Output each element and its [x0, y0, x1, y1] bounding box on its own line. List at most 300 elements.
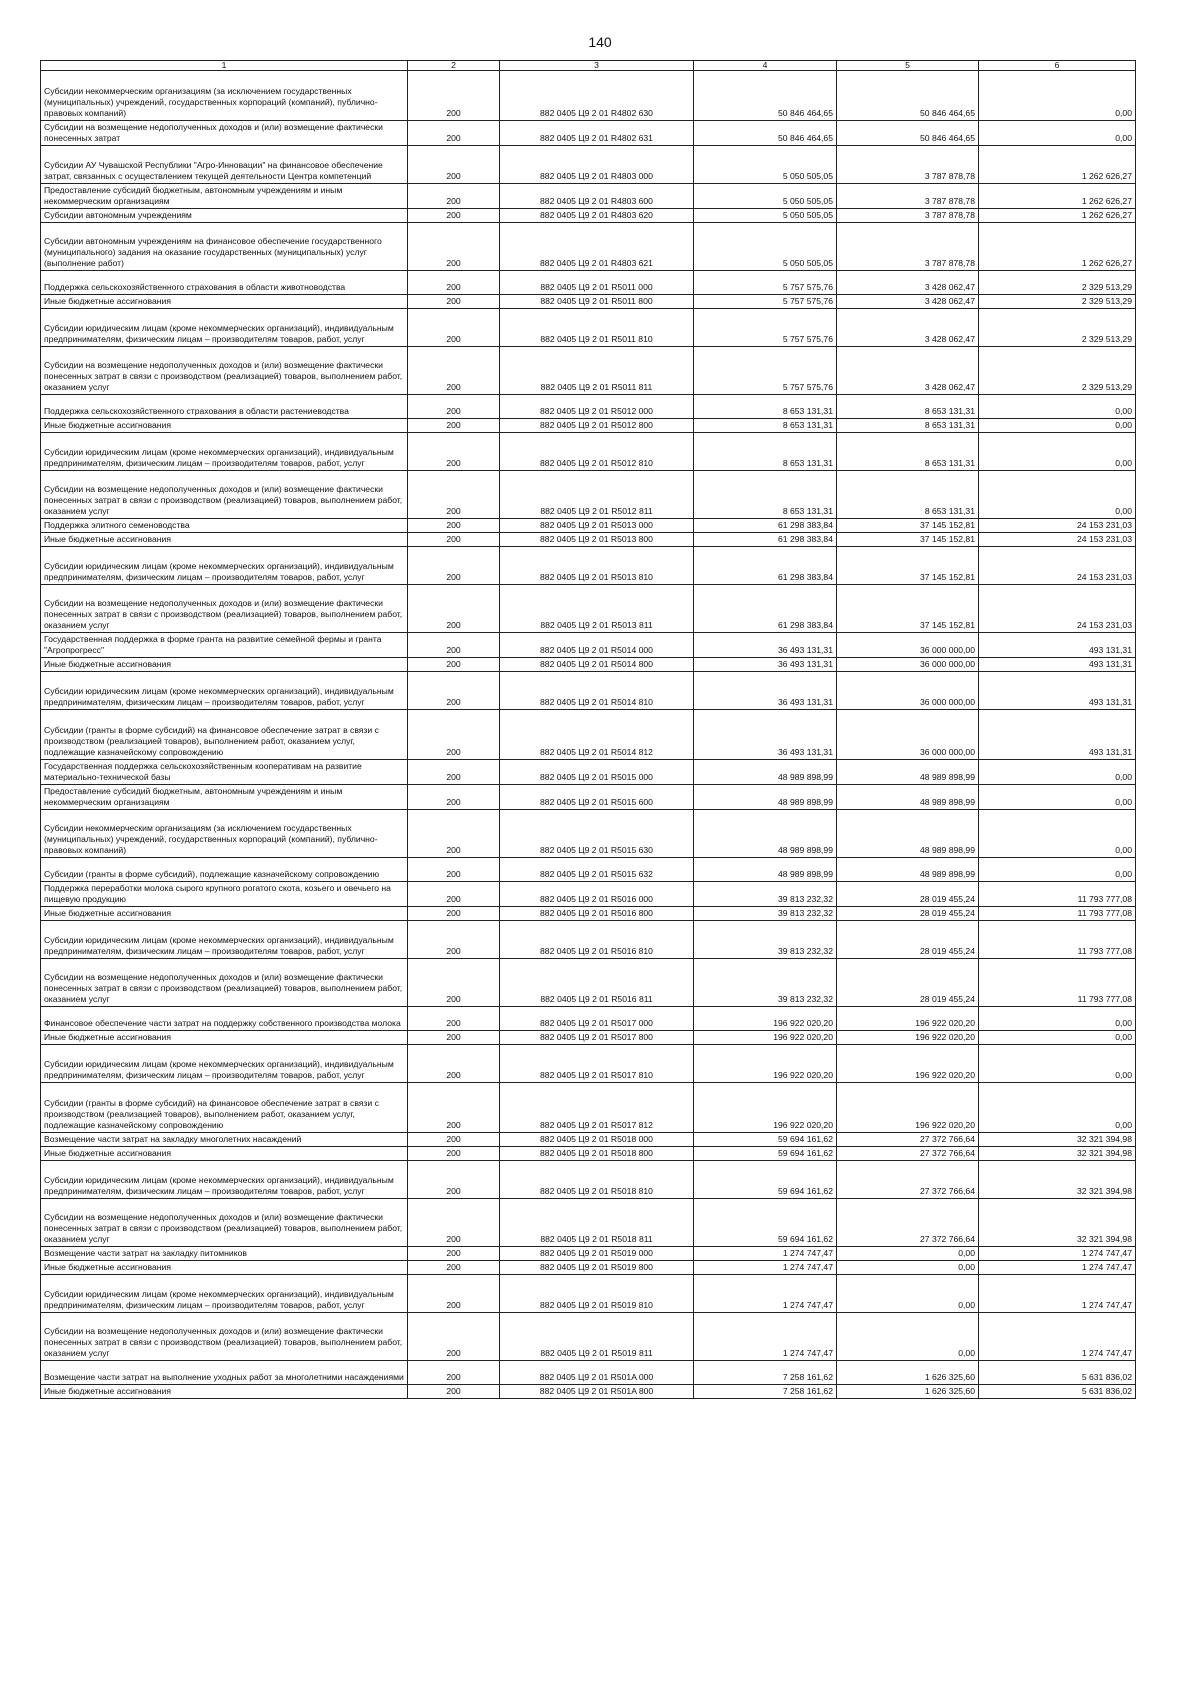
row-kind: 200	[408, 184, 500, 209]
table-row	[41, 1199, 1136, 1247]
row-code: 882 0405 Ц9 2 01 R5013 000	[500, 519, 694, 533]
row-kind: 200	[408, 785, 500, 810]
row-name: Субсидии на возмещение недополученных доходов и (или) возмещение фактически понесенных затрат в связи с производством (реализацией) товаров, выполнением работ, оказанием услуг	[41, 1313, 408, 1361]
column-number-row	[41, 61, 1136, 71]
row-kind: 200	[408, 295, 500, 309]
row-value-col5: 36 000 000,00	[837, 710, 979, 760]
row-value-col4: 48 989 898,99	[694, 810, 837, 858]
row-kind: 200	[408, 1045, 500, 1083]
row-value-col5: 48 989 898,99	[837, 858, 979, 882]
table-row	[41, 672, 1136, 710]
row-value-col5: 196 922 020,20	[837, 1083, 979, 1133]
row-name: Субсидии некоммерческим организациям (за исключением государственных (муниципальных) учреждений, государственных корпораций (компаний), публично-правовых компаний)	[41, 810, 408, 858]
row-kind: 200	[408, 760, 500, 785]
row-code: 882 0405 Ц9 2 01 R5018 800	[500, 1147, 694, 1161]
row-value-col6: 0,00	[979, 471, 1136, 519]
row-value-col4: 39 813 232,32	[694, 959, 837, 1007]
row-value-col6: 0,00	[979, 810, 1136, 858]
row-code: 882 0405 Ц9 2 01 R5019 810	[500, 1275, 694, 1313]
row-value-col5: 3 428 062,47	[837, 271, 979, 295]
row-value-col5: 28 019 455,24	[837, 959, 979, 1007]
row-value-col6: 0,00	[979, 395, 1136, 419]
table-row	[41, 519, 1136, 533]
row-name: Возмещение части затрат на закладку многолетних насаждений	[41, 1133, 408, 1147]
row-value-col5: 3 787 878,78	[837, 209, 979, 223]
table-row	[41, 1361, 1136, 1385]
row-value-col5: 37 145 152,81	[837, 533, 979, 547]
row-value-col6: 32 321 394,98	[979, 1133, 1136, 1147]
row-name: Субсидии на возмещение недополученных доходов и (или) возмещение фактически понесенных затрат	[41, 121, 408, 146]
row-kind: 200	[408, 959, 500, 1007]
row-code: 882 0405 Ц9 2 01 R5019 811	[500, 1313, 694, 1361]
row-name: Иные бюджетные ассигнования	[41, 1385, 408, 1399]
row-name: Субсидии юридическим лицам (кроме некоммерческих организаций), индивидуальным предпринимателям, физическим лицам – производителям товаров, работ, услуг	[41, 1161, 408, 1199]
row-value-col5: 48 989 898,99	[837, 785, 979, 810]
table-row	[41, 121, 1136, 146]
table-row	[41, 1083, 1136, 1133]
row-value-col5: 3 428 062,47	[837, 295, 979, 309]
row-value-col5: 37 145 152,81	[837, 585, 979, 633]
table-row	[41, 533, 1136, 547]
row-value-col4: 5 757 575,76	[694, 295, 837, 309]
row-value-col5: 1 626 325,60	[837, 1361, 979, 1385]
row-name: Субсидии юридическим лицам (кроме некоммерческих организаций), индивидуальным предпринимателям, физическим лицам – производителям товаров, работ, услуг	[41, 309, 408, 347]
table-row	[41, 921, 1136, 959]
row-value-col6: 1 274 747,47	[979, 1313, 1136, 1361]
row-kind: 200	[408, 1083, 500, 1133]
row-value-col6: 24 153 231,03	[979, 519, 1136, 533]
table-row	[41, 1031, 1136, 1045]
row-code: 882 0405 Ц9 2 01 R501A 000	[500, 1361, 694, 1385]
row-code: 882 0405 Ц9 2 01 R5017 000	[500, 1007, 694, 1031]
table-row	[41, 347, 1136, 395]
row-code: 882 0405 Ц9 2 01 R5013 811	[500, 585, 694, 633]
row-code: 882 0405 Ц9 2 01 R5016 810	[500, 921, 694, 959]
row-value-col5: 27 372 766,64	[837, 1161, 979, 1199]
table-row	[41, 1313, 1136, 1361]
row-kind: 200	[408, 1385, 500, 1399]
row-code: 882 0405 Ц9 2 01 R5013 810	[500, 547, 694, 585]
row-name: Субсидии юридическим лицам (кроме некоммерческих организаций), индивидуальным предпринимателям, физическим лицам – производителям товаров, работ, услуг	[41, 1275, 408, 1313]
row-value-col6: 0,00	[979, 1083, 1136, 1133]
row-kind: 200	[408, 1275, 500, 1313]
row-value-col4: 8 653 131,31	[694, 419, 837, 433]
row-code: 882 0405 Ц9 2 01 R4803 000	[500, 146, 694, 184]
row-value-col4: 59 694 161,62	[694, 1133, 837, 1147]
row-kind: 200	[408, 533, 500, 547]
row-name: Предоставление субсидий бюджетным, автономным учреждениям и иным некоммерческим организациям	[41, 785, 408, 810]
row-kind: 200	[408, 271, 500, 295]
row-name: Субсидии юридическим лицам (кроме некоммерческих организаций), индивидуальным предпринимателям, физическим лицам – производителям товаров, работ, услуг	[41, 672, 408, 710]
row-kind: 200	[408, 471, 500, 519]
row-name: Возмещение части затрат на выполнение уходных работ за многолетними насаждениями	[41, 1361, 408, 1385]
column-number-4: 4	[694, 61, 837, 71]
row-kind: 200	[408, 547, 500, 585]
table-row	[41, 71, 1136, 121]
row-name: Субсидии (гранты в форме субсидий), подлежащие казначейскому сопровождению	[41, 858, 408, 882]
row-value-col6: 11 793 777,08	[979, 907, 1136, 921]
table-row	[41, 1133, 1136, 1147]
row-name: Поддержка переработки молока сырого крупного рогатого скота, козьего и овечьего на пищевую продукцию	[41, 882, 408, 907]
row-kind: 200	[408, 858, 500, 882]
row-code: 882 0405 Ц9 2 01 R5013 800	[500, 533, 694, 547]
row-value-col4: 39 813 232,32	[694, 921, 837, 959]
row-value-col6: 1 274 747,47	[979, 1247, 1136, 1261]
row-value-col6: 493 131,31	[979, 658, 1136, 672]
row-code: 882 0405 Ц9 2 01 R4803 600	[500, 184, 694, 209]
row-kind: 200	[408, 672, 500, 710]
row-value-col5: 50 846 464,65	[837, 71, 979, 121]
row-name: Иные бюджетные ассигнования	[41, 658, 408, 672]
row-kind: 200	[408, 1031, 500, 1045]
table-row	[41, 907, 1136, 921]
row-value-col4: 61 298 383,84	[694, 533, 837, 547]
row-kind: 200	[408, 1261, 500, 1275]
row-code: 882 0405 Ц9 2 01 R5016 000	[500, 882, 694, 907]
row-value-col6: 0,00	[979, 433, 1136, 471]
row-value-col5: 27 372 766,64	[837, 1199, 979, 1247]
row-code: 882 0405 Ц9 2 01 R5019 800	[500, 1261, 694, 1275]
row-value-col5: 27 372 766,64	[837, 1147, 979, 1161]
row-value-col4: 5 050 505,05	[694, 184, 837, 209]
row-name: Иные бюджетные ассигнования	[41, 907, 408, 921]
row-kind: 200	[408, 347, 500, 395]
row-code: 882 0405 Ц9 2 01 R5018 810	[500, 1161, 694, 1199]
column-number-2: 2	[408, 61, 500, 71]
row-value-col5: 8 653 131,31	[837, 433, 979, 471]
row-kind: 200	[408, 907, 500, 921]
row-kind: 200	[408, 146, 500, 184]
row-kind: 200	[408, 223, 500, 271]
row-value-col4: 5 757 575,76	[694, 347, 837, 395]
row-kind: 200	[408, 395, 500, 419]
row-value-col5: 196 922 020,20	[837, 1007, 979, 1031]
row-value-col6: 1 262 626,27	[979, 209, 1136, 223]
table-row	[41, 223, 1136, 271]
row-value-col4: 59 694 161,62	[694, 1161, 837, 1199]
row-value-col4: 196 922 020,20	[694, 1007, 837, 1031]
table-row	[41, 1161, 1136, 1199]
row-code: 882 0405 Ц9 2 01 R5019 000	[500, 1247, 694, 1261]
row-value-col6: 5 631 836,02	[979, 1361, 1136, 1385]
row-value-col4: 48 989 898,99	[694, 785, 837, 810]
row-value-col5: 36 000 000,00	[837, 658, 979, 672]
row-value-col6: 1 262 626,27	[979, 184, 1136, 209]
row-kind: 200	[408, 71, 500, 121]
row-value-col4: 7 258 161,62	[694, 1361, 837, 1385]
row-name: Поддержка элитного семеноводства	[41, 519, 408, 533]
row-name: Государственная поддержка сельскохозяйственным кооперативам на развитие материально-технической базы	[41, 760, 408, 785]
row-name: Субсидии на возмещение недополученных доходов и (или) возмещение фактически понесенных затрат в связи с производством (реализацией) товаров, выполнением работ, оказанием услуг	[41, 585, 408, 633]
row-code: 882 0405 Ц9 2 01 R5011 000	[500, 271, 694, 295]
row-name: Субсидии на возмещение недополученных доходов и (или) возмещение фактически понесенных затрат в связи с производством (реализацией) товаров, выполнением работ, оказанием услуг	[41, 347, 408, 395]
row-name: Государственная поддержка в форме гранта на развитие семейной фермы и гранта "Агропрогресс"	[41, 633, 408, 658]
row-name: Субсидии юридическим лицам (кроме некоммерческих организаций), индивидуальным предпринимателям, физическим лицам – производителям товаров, работ, услуг	[41, 921, 408, 959]
row-code: 882 0405 Ц9 2 01 R5011 811	[500, 347, 694, 395]
row-value-col6: 11 793 777,08	[979, 882, 1136, 907]
row-value-col4: 5 757 575,76	[694, 271, 837, 295]
row-value-col4: 50 846 464,65	[694, 121, 837, 146]
row-value-col6: 24 153 231,03	[979, 533, 1136, 547]
table-row	[41, 1261, 1136, 1275]
row-code: 882 0405 Ц9 2 01 R5016 811	[500, 959, 694, 1007]
table-row	[41, 882, 1136, 907]
row-kind: 200	[408, 433, 500, 471]
row-value-col6: 32 321 394,98	[979, 1161, 1136, 1199]
row-code: 882 0405 Ц9 2 01 R5015 632	[500, 858, 694, 882]
row-value-col6: 0,00	[979, 858, 1136, 882]
row-value-col4: 48 989 898,99	[694, 858, 837, 882]
row-value-col4: 196 922 020,20	[694, 1045, 837, 1083]
row-value-col4: 39 813 232,32	[694, 882, 837, 907]
row-code: 882 0405 Ц9 2 01 R5017 800	[500, 1031, 694, 1045]
row-value-col6: 24 153 231,03	[979, 585, 1136, 633]
row-value-col4: 196 922 020,20	[694, 1083, 837, 1133]
row-code: 882 0405 Ц9 2 01 R5014 812	[500, 710, 694, 760]
table-row	[41, 810, 1136, 858]
row-kind: 200	[408, 810, 500, 858]
row-value-col6: 32 321 394,98	[979, 1199, 1136, 1247]
row-value-col6: 24 153 231,03	[979, 547, 1136, 585]
row-value-col5: 3 787 878,78	[837, 223, 979, 271]
row-value-col5: 28 019 455,24	[837, 907, 979, 921]
table-row	[41, 547, 1136, 585]
row-name: Иные бюджетные ассигнования	[41, 533, 408, 547]
row-value-col5: 0,00	[837, 1247, 979, 1261]
row-value-col6: 493 131,31	[979, 710, 1136, 760]
table-row	[41, 1045, 1136, 1083]
row-value-col4: 61 298 383,84	[694, 547, 837, 585]
row-kind: 200	[408, 519, 500, 533]
row-value-col5: 48 989 898,99	[837, 810, 979, 858]
row-code: 882 0405 Ц9 2 01 R5011 810	[500, 309, 694, 347]
row-value-col5: 3 787 878,78	[837, 184, 979, 209]
row-name: Поддержка сельскохозяйственного страхования в области животноводства	[41, 271, 408, 295]
table-row	[41, 471, 1136, 519]
row-kind: 200	[408, 309, 500, 347]
row-value-col5: 8 653 131,31	[837, 471, 979, 519]
row-name: Субсидии некоммерческим организациям (за исключением государственных (муниципальных) учреждений, государственных корпораций (компаний), публично-правовых компаний)	[41, 71, 408, 121]
row-kind: 200	[408, 1007, 500, 1031]
row-name: Субсидии юридическим лицам (кроме некоммерческих организаций), индивидуальным предпринимателям, физическим лицам – производителям товаров, работ, услуг	[41, 1045, 408, 1083]
row-value-col5: 50 846 464,65	[837, 121, 979, 146]
row-value-col5: 36 000 000,00	[837, 672, 979, 710]
row-value-col6: 1 274 747,47	[979, 1261, 1136, 1275]
row-value-col4: 5 050 505,05	[694, 146, 837, 184]
row-value-col4: 1 274 747,47	[694, 1313, 837, 1361]
table-row	[41, 1147, 1136, 1161]
row-code: 882 0405 Ц9 2 01 R5012 810	[500, 433, 694, 471]
row-value-col5: 36 000 000,00	[837, 633, 979, 658]
row-name: Субсидии на возмещение недополученных доходов и (или) возмещение фактически понесенных затрат в связи с производством (реализацией) товаров, выполнением работ, оказанием услуг	[41, 471, 408, 519]
table-row	[41, 585, 1136, 633]
row-kind: 200	[408, 1247, 500, 1261]
row-code: 882 0405 Ц9 2 01 R5012 000	[500, 395, 694, 419]
row-kind: 200	[408, 710, 500, 760]
row-name: Иные бюджетные ассигнования	[41, 1031, 408, 1045]
row-value-col6: 2 329 513,29	[979, 347, 1136, 395]
row-code: 882 0405 Ц9 2 01 R4803 620	[500, 209, 694, 223]
row-value-col5: 1 626 325,60	[837, 1385, 979, 1399]
row-value-col6: 0,00	[979, 71, 1136, 121]
row-value-col5: 48 989 898,99	[837, 760, 979, 785]
row-name: Субсидии АУ Чувашской Республики "Агро-Инновации" на финансовое обеспечение затрат, связанных с осуществлением текущей деятельности Центра компетенций	[41, 146, 408, 184]
table-row	[41, 710, 1136, 760]
row-value-col5: 3 428 062,47	[837, 347, 979, 395]
row-code: 882 0405 Ц9 2 01 R4803 621	[500, 223, 694, 271]
row-value-col4: 36 493 131,31	[694, 710, 837, 760]
row-value-col4: 59 694 161,62	[694, 1199, 837, 1247]
row-name: Иные бюджетные ассигнования	[41, 419, 408, 433]
row-code: 882 0405 Ц9 2 01 R4802 631	[500, 121, 694, 146]
row-code: 882 0405 Ц9 2 01 R4802 630	[500, 71, 694, 121]
row-value-col5: 8 653 131,31	[837, 419, 979, 433]
row-value-col4: 5 050 505,05	[694, 209, 837, 223]
page-number: 140	[588, 34, 612, 50]
row-value-col4: 61 298 383,84	[694, 519, 837, 533]
row-value-col5: 0,00	[837, 1275, 979, 1313]
row-value-col5: 196 922 020,20	[837, 1045, 979, 1083]
row-value-col4: 8 653 131,31	[694, 395, 837, 419]
table-row	[41, 419, 1136, 433]
row-kind: 200	[408, 1313, 500, 1361]
row-value-col6: 0,00	[979, 1045, 1136, 1083]
budget-table	[40, 60, 1136, 1399]
row-value-col6: 493 131,31	[979, 672, 1136, 710]
row-name: Финансовое обеспечение части затрат на поддержку собственного производства молока	[41, 1007, 408, 1031]
row-kind: 200	[408, 1161, 500, 1199]
row-value-col4: 36 493 131,31	[694, 672, 837, 710]
table-row	[41, 433, 1136, 471]
table-row	[41, 1385, 1136, 1399]
row-value-col6: 1 262 626,27	[979, 223, 1136, 271]
table-row	[41, 309, 1136, 347]
row-kind: 200	[408, 209, 500, 223]
row-name: Предоставление субсидий бюджетным, автономным учреждениям и иным некоммерческим организациям	[41, 184, 408, 209]
row-value-col6: 0,00	[979, 121, 1136, 146]
row-value-col6: 0,00	[979, 419, 1136, 433]
row-value-col5: 27 372 766,64	[837, 1133, 979, 1147]
row-code: 882 0405 Ц9 2 01 R5011 800	[500, 295, 694, 309]
row-value-col4: 8 653 131,31	[694, 471, 837, 519]
row-value-col6: 2 329 513,29	[979, 271, 1136, 295]
row-value-col5: 196 922 020,20	[837, 1031, 979, 1045]
row-kind: 200	[408, 1147, 500, 1161]
row-value-col6: 5 631 836,02	[979, 1385, 1136, 1399]
table-row	[41, 271, 1136, 295]
row-value-col5: 8 653 131,31	[837, 395, 979, 419]
table-row	[41, 633, 1136, 658]
row-code: 882 0405 Ц9 2 01 R5014 810	[500, 672, 694, 710]
row-code: 882 0405 Ц9 2 01 R5015 630	[500, 810, 694, 858]
column-number-3: 3	[500, 61, 694, 71]
row-code: 882 0405 Ц9 2 01 R5014 800	[500, 658, 694, 672]
table-row	[41, 146, 1136, 184]
row-value-col4: 1 274 747,47	[694, 1261, 837, 1275]
row-value-col4: 50 846 464,65	[694, 71, 837, 121]
row-value-col4: 48 989 898,99	[694, 760, 837, 785]
row-name: Поддержка сельскохозяйственного страхования в области растениеводства	[41, 395, 408, 419]
row-value-col4: 39 813 232,32	[694, 907, 837, 921]
row-value-col4: 5 757 575,76	[694, 309, 837, 347]
row-value-col4: 36 493 131,31	[694, 658, 837, 672]
row-value-col5: 0,00	[837, 1261, 979, 1275]
row-value-col4: 59 694 161,62	[694, 1147, 837, 1161]
row-value-col4: 36 493 131,31	[694, 633, 837, 658]
column-number-5: 5	[837, 61, 979, 71]
table-row	[41, 760, 1136, 785]
row-name: Возмещение части затрат на закладку питомников	[41, 1247, 408, 1261]
row-code: 882 0405 Ц9 2 01 R501A 800	[500, 1385, 694, 1399]
row-value-col6: 0,00	[979, 760, 1136, 785]
table-row	[41, 395, 1136, 419]
row-name: Субсидии (гранты в форме субсидий) на финансовое обеспечение затрат в связи с производством (реализацией товаров), выполнением работ, оказанием услуг, подлежащие казначейскому сопровождению	[41, 1083, 408, 1133]
row-kind: 200	[408, 419, 500, 433]
table-row	[41, 1275, 1136, 1313]
table-row	[41, 1007, 1136, 1031]
row-kind: 200	[408, 921, 500, 959]
row-value-col5: 28 019 455,24	[837, 921, 979, 959]
table-row	[41, 184, 1136, 209]
row-value-col6: 11 793 777,08	[979, 959, 1136, 1007]
row-value-col6: 2 329 513,29	[979, 295, 1136, 309]
row-name: Субсидии автономным учреждениям	[41, 209, 408, 223]
row-name: Субсидии автономным учреждениям на финансовое обеспечение государственного (муниципального) задания на оказание государственных (муниципальных) услуг (выполнение работ)	[41, 223, 408, 271]
row-name: Субсидии юридическим лицам (кроме некоммерческих организаций), индивидуальным предпринимателям, физическим лицам – производителям товаров, работ, услуг	[41, 433, 408, 471]
row-kind: 200	[408, 1133, 500, 1147]
row-kind: 200	[408, 658, 500, 672]
row-value-col4: 61 298 383,84	[694, 585, 837, 633]
row-value-col6: 32 321 394,98	[979, 1147, 1136, 1161]
row-kind: 200	[408, 882, 500, 907]
row-value-col6: 11 793 777,08	[979, 921, 1136, 959]
row-code: 882 0405 Ц9 2 01 R5017 812	[500, 1083, 694, 1133]
row-code: 882 0405 Ц9 2 01 R5015 600	[500, 785, 694, 810]
row-value-col5: 37 145 152,81	[837, 547, 979, 585]
row-value-col4: 1 274 747,47	[694, 1275, 837, 1313]
row-code: 882 0405 Ц9 2 01 R5012 811	[500, 471, 694, 519]
row-value-col6: 2 329 513,29	[979, 309, 1136, 347]
column-number-1: 1	[41, 61, 408, 71]
row-code: 882 0405 Ц9 2 01 R5017 810	[500, 1045, 694, 1083]
row-kind: 200	[408, 633, 500, 658]
row-value-col6: 0,00	[979, 785, 1136, 810]
row-name: Иные бюджетные ассигнования	[41, 1261, 408, 1275]
row-code: 882 0405 Ц9 2 01 R5015 000	[500, 760, 694, 785]
row-kind: 200	[408, 1199, 500, 1247]
row-name: Субсидии на возмещение недополученных доходов и (или) возмещение фактически понесенных затрат в связи с производством (реализацией) товаров, выполнением работ, оказанием услуг	[41, 959, 408, 1007]
row-value-col5: 0,00	[837, 1313, 979, 1361]
column-number-6: 6	[979, 61, 1136, 71]
row-kind: 200	[408, 1361, 500, 1385]
table-row	[41, 658, 1136, 672]
row-code: 882 0405 Ц9 2 01 R5012 800	[500, 419, 694, 433]
row-value-col4: 5 050 505,05	[694, 223, 837, 271]
row-code: 882 0405 Ц9 2 01 R5014 000	[500, 633, 694, 658]
row-value-col6: 1 262 626,27	[979, 146, 1136, 184]
row-name: Субсидии юридическим лицам (кроме некоммерческих организаций), индивидуальным предпринимателям, физическим лицам – производителям товаров, работ, услуг	[41, 547, 408, 585]
table-row	[41, 209, 1136, 223]
row-value-col5: 3 787 878,78	[837, 146, 979, 184]
row-value-col5: 3 428 062,47	[837, 309, 979, 347]
row-value-col5: 28 019 455,24	[837, 882, 979, 907]
row-code: 882 0405 Ц9 2 01 R5016 800	[500, 907, 694, 921]
table-row	[41, 1247, 1136, 1261]
row-value-col6: 493 131,31	[979, 633, 1136, 658]
row-name: Иные бюджетные ассигнования	[41, 295, 408, 309]
row-value-col4: 7 258 161,62	[694, 1385, 837, 1399]
row-value-col5: 37 145 152,81	[837, 519, 979, 533]
